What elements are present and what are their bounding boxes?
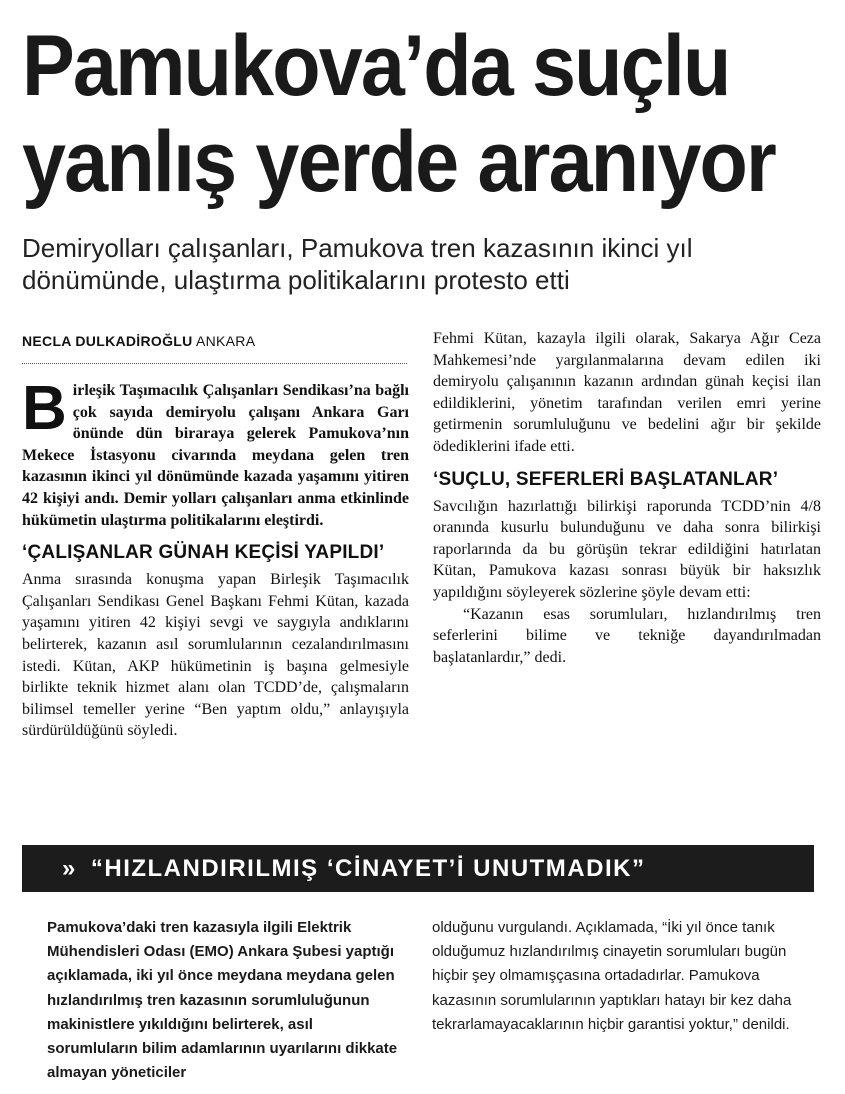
- box-text-right: olduğunu vurgulandı. Açıklamada, “İki yıl önce tanık olduğumuz hızlandırılmış cinayetin sorumluları bugün hiçbir şey olmamışçasına ortadadırlar. Pamukova kazasının sorumlularının yaptıkları hatayı bir kez daha tekrarlamayacaklarının hiçbir garantisi yoktur,” denildi.: [432, 919, 792, 1033]
- byline-location: ANKARA: [195, 333, 256, 349]
- chevron-icon: »: [62, 855, 77, 882]
- headline-line-2: yanlış yerde aranıyor: [22, 114, 775, 210]
- lead-text-cont: Demir yolları çalışanları anma etkinlinde hükümetin ulaştırma politikalarını eleştirdi.: [22, 489, 409, 529]
- byline: [22, 333, 407, 364]
- deck-subtitle: Demiryolları çalışanları, Pamukova tren kazasının ikinci yıl dönümünde, ulaştırma politikalarını protesto etti: [22, 233, 693, 295]
- article-quote: “Kazanın esas sorumluları, hızlandırılmış tren seferlerini bilime ve tekniğe dayandırılmadan başlatanlardır,” dedi.: [433, 605, 821, 666]
- subheading-2: ‘SUÇLU, SEFERLERİ BAŞLATANLAR’: [433, 468, 779, 490]
- article-column-left: [22, 374, 409, 742]
- drop-cap: B: [22, 374, 67, 443]
- lead-paragraph: [22, 374, 409, 531]
- headline: [22, 18, 775, 210]
- article-paragraph-3: Savcılığın hazırlattığı bilirkişi raporunda TCDD’nin 4/8 oranında kusurlu bulunduğunu ve daha sonra bilirkişi raporlarında da bu görüşün tekrar edildiğini hatırlatan Kütan, Pamukova kazası sonrası büyük bir haksızlık yapıldığını söyleyerek sözlerine şöyle devam etti:: [433, 497, 821, 601]
- subheading-1: ‘ÇALIŞANLAR GÜNAH KEÇİSİ YAPILDI’: [22, 542, 385, 564]
- banner-title: “HIZLANDIRILMIŞ ‘CİNAYET’İ UNUTMADIK”: [90, 855, 646, 882]
- byline-author: NECLA DULKADİROĞLU: [22, 333, 193, 349]
- article-paragraph-1: Anma sırasında konuşma yapan Birleşik Taşımacılık Çalışanları Sendikası Genel Başkanı Fehmi Kütan, kazada yaşamını yitiren 42 kişiyi sevgi ve saygıyla andıklarını belirterek, kazanın asıl sorumlularının cezalandırılmasını istedi. Kütan, AKP hükümetinin iş başına gelmesiyle birlikte teknik hizmet alanı olan TCDD’de, çalışmaların bilimsel temeller yerine “Ben yaptım oldu,” anlayışıyla sürdürüldüğünü söyledi.: [22, 571, 409, 740]
- headline-line-1: Pamukova’da suçlu: [22, 18, 730, 114]
- article-paragraph-2: Fehmi Kütan, kazayla ilgili olarak, Sakarya Ağır Ceza Mahkemesi’nde yargılanmalarına devam edilen iki demiryolu çalışanının kazanın ardından günah keçisi ilan edildiklerini, yönetim tarafından verilen emri yerine getirmenin sorumluluğunu ve bedelini ağır bir şekilde ödediklerini ifade etti.: [433, 330, 821, 455]
- article-column-right: [433, 328, 821, 668]
- lead-text: irleşik Taşımacılık Çalışanları Sendikası’na bağlı çok sayıda demiryolu çalışanı Ankara Garı önünde dün biraraya gelerek Pamukova’nın Mekece İstasyonu civarında meydana gelen tren kazasının ikinci yıl dönümünde kazada yaşamını yitiren 42 kişiyi andı.: [22, 382, 409, 507]
- box-text-left: Pamukova’daki tren kazasıyla ilgili Elektrik Mühendisleri Odası (EMO) Ankara Şubesi yaptığı açıklamada, iki yıl önce meydana meydana gelen hızlandırılmış tren kazasının sorumluluğunun makinistlere yıkıldığını belirterek, asıl sorumluların bilim adamlarının uyarılarını dikkate almayan yöneticiler: [47, 919, 398, 1082]
- sidebar-banner: [22, 845, 814, 892]
